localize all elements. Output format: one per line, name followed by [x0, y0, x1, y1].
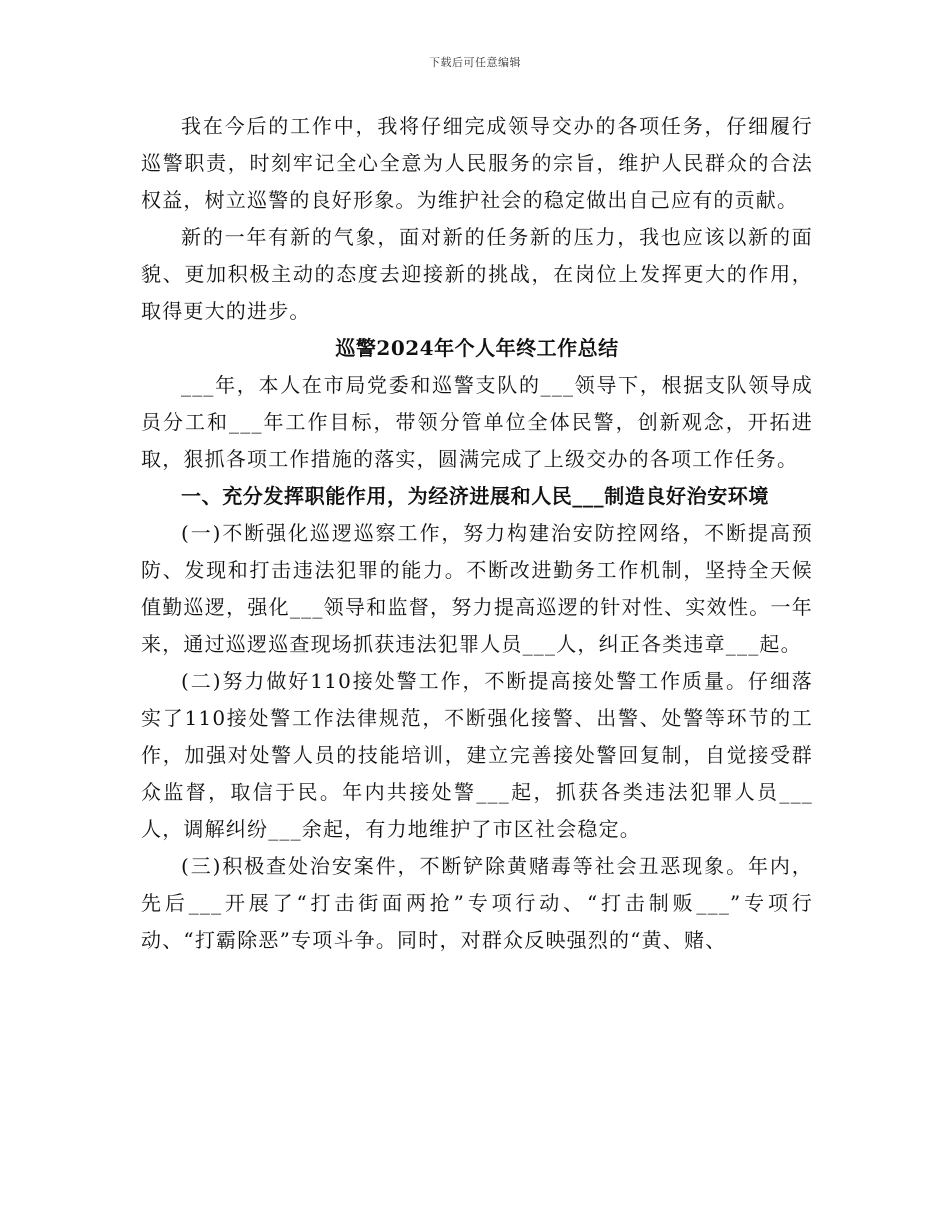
paragraph-110-dispatch: (二)努力做好110接处警工作，不断提高接处警工作质量。仔细落实了110接处警工作法律规范，不断强化接警、出警、处警等环节的工作，加强对处警人员的技能培训，建立完善接处警回复制，自觉接受群众监督，取信于民。年内共接处警___起，抓获各类违法犯罪人员___人，调解纠纷___余起，有力地维护了市区社会稳定。	[141, 669, 813, 841]
paragraph-intro: ___年，本人在市局党委和巡警支队的___领导下，根据支队领导成员分工和___年工作目标，带领分管单位全体民警，创新观念，开拓进取，狠抓各项工作措施的落实，圆满完成了上级交办的各项工作任务。	[141, 373, 813, 471]
document-body	[141, 108, 813, 959]
paragraph-patrol: (一)不断强化巡逻巡察工作，努力构建治安防控网络，不断提高预防、发现和打击违法犯罪的能力。不断改进勤务工作机制，坚持全天候值勤巡逻，强化___领导和监督，努力提高巡逻的针对性、实效性。一年来，通过巡逻巡查现场抓获违法犯罪人员___人，纠正各类违章___起。	[141, 521, 813, 656]
paragraph-new-year: 新的一年有新的气象，面对新的任务新的压力，我也应该以新的面貌、更加积极主动的态度去迎接新的挑战，在岗位上发挥更大的作用，取得更大的进步。	[141, 225, 813, 323]
paragraph-public-order-cases: (三)积极查处治安案件，不断铲除黄赌毒等社会丑恶现象。年内，先后___开展了“打击街面两抢”专项行动、“打击制贩___”专项行动、“打霸除恶”专项斗争。同时，对群众反映强烈的“黄、赌、	[141, 854, 813, 952]
page-header: 下载后可任意编辑	[429, 56, 521, 69]
document-title: 巡警2024年个人年终工作总结	[335, 336, 619, 360]
paragraph-commitment: 我在今后的工作中，我将仔细完成领导交办的各项任务，仔细履行巡警职责，时刻牢记全心全意为人民服务的宗旨，维护人民群众的合法权益，树立巡警的良好形象。为维护社会的稳定做出自己应有的贡献。	[141, 114, 813, 212]
section-heading-1: 一、充分发挥职能作用，为经济进展和人民___制造良好治安环境	[181, 484, 769, 508]
